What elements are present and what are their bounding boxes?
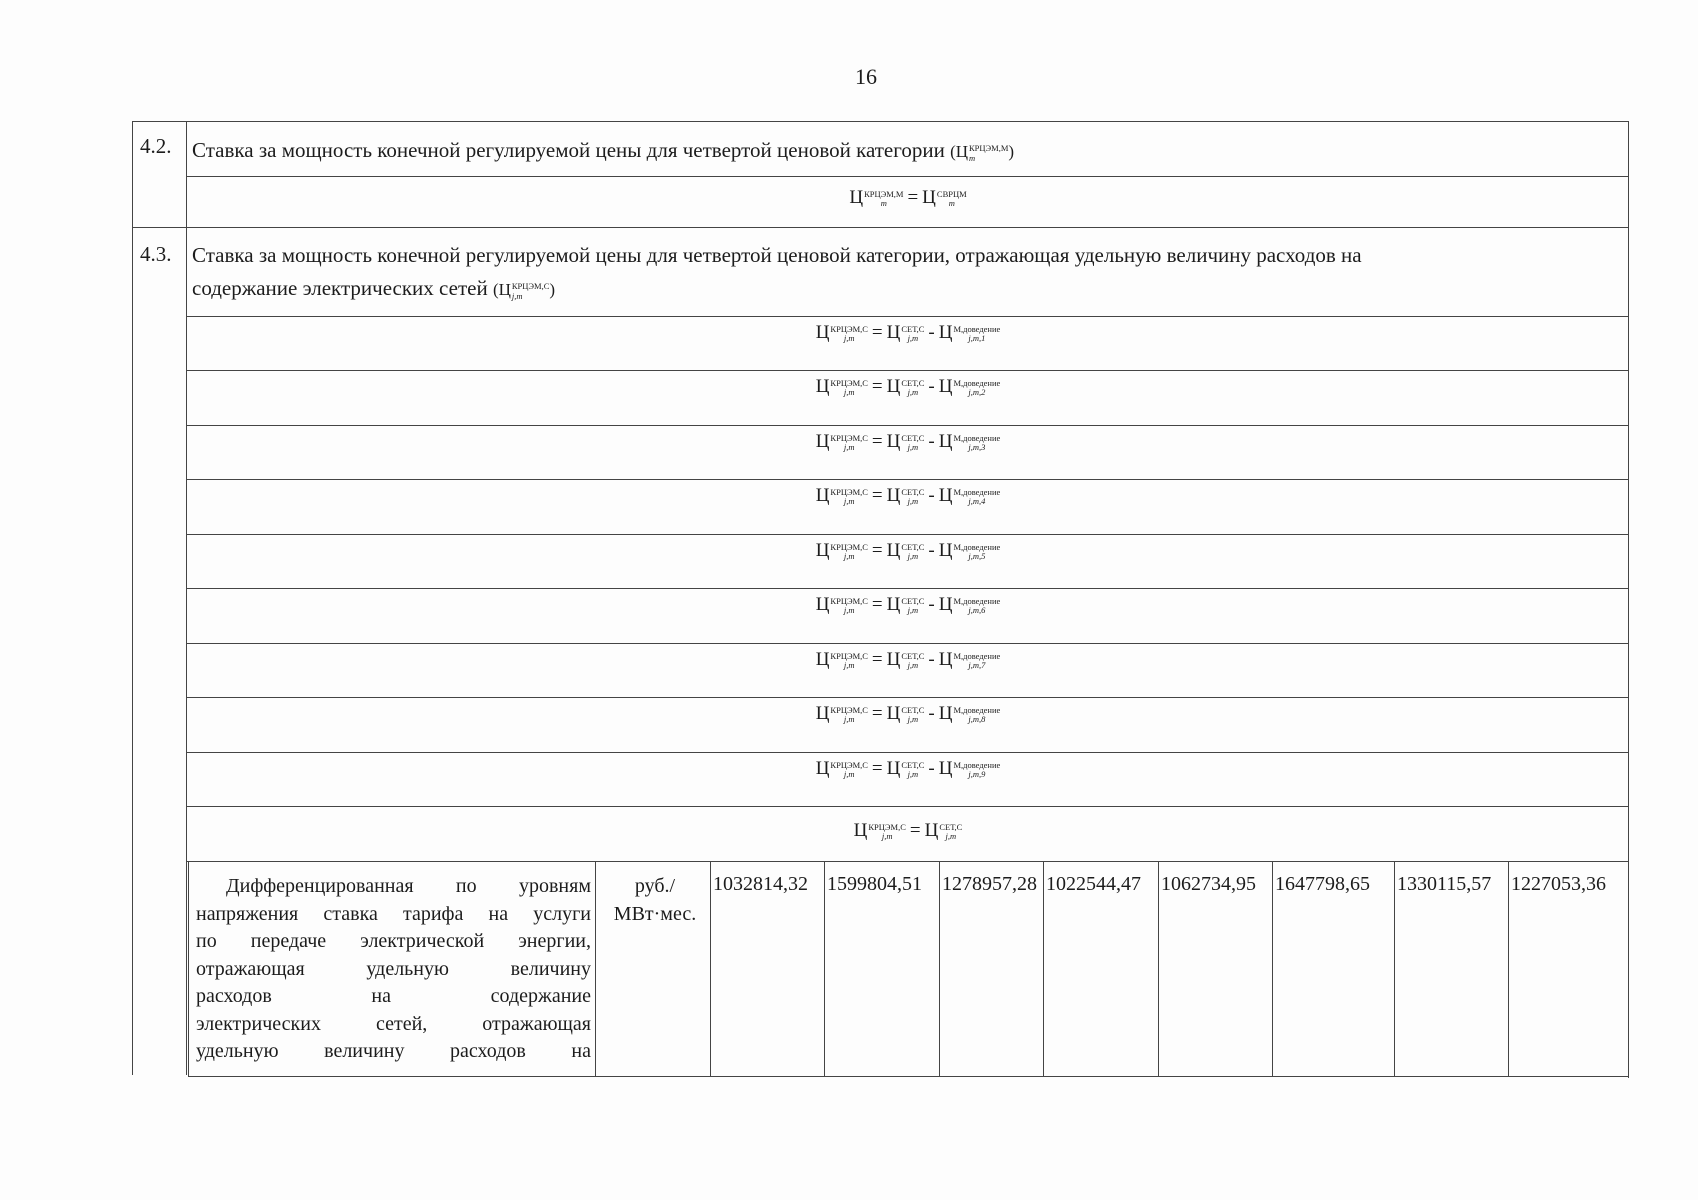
table-right-border — [1628, 121, 1629, 1078]
value-cell: 1032814,32 — [713, 873, 808, 895]
row-divider — [186, 861, 1629, 862]
formula: Ц КРЦЭМ,С j,m = Ц СЕТ,С j,m - Ц М,доведение j,m,2 — [815, 376, 1001, 398]
inline-symbol: (Ц КРЦЭМ,М m ) — [950, 142, 1015, 163]
column-divider — [939, 861, 940, 1076]
tariff-description — [196, 873, 591, 1066]
column-divider — [1272, 861, 1273, 1076]
column-divider — [1508, 861, 1509, 1076]
inline-symbol: (Ц КРЦЭМ,С j,m ) — [492, 280, 556, 301]
column-divider — [595, 861, 596, 1076]
section-title-line: содержание электрических сетей (Ц КРЦЭМ,С j,m ) — [192, 276, 556, 301]
column-divider — [1394, 861, 1395, 1076]
formula: Ц КРЦЭМ,С j,m = Ц СЕТ,С j,m — [853, 820, 963, 842]
row-divider — [186, 534, 1629, 535]
formula: Ц КРЦЭМ,С j,m = Ц СЕТ,С j,m - Ц М,доведение j,m,6 — [815, 594, 1001, 616]
section-title — [192, 239, 1622, 306]
column-divider — [1043, 861, 1044, 1076]
formula: Ц КРЦЭМ,С j,m = Ц СЕТ,С j,m - Ц М,доведение j,m,4 — [815, 485, 1001, 507]
value-cell: 1227053,36 — [1511, 873, 1606, 895]
section-title-line: Ставка за мощность конечной регулируемой цены для четвертой ценовой категории, отражающая удельную величину расходов на — [192, 243, 1362, 267]
section-number: 4.3. — [140, 242, 172, 266]
formula: Ц КРЦЭМ,М m = Ц СВРЦМ m — [849, 187, 967, 209]
row-divider — [186, 697, 1629, 698]
section-title-text: Ставка за мощность конечной регулируемой цены для четвертой ценовой категории — [192, 138, 945, 162]
row-divider — [186, 643, 1629, 644]
section-number: 4.2. — [140, 134, 172, 158]
row-divider — [186, 479, 1629, 480]
column-divider — [1158, 861, 1159, 1076]
formula: Ц КРЦЭМ,С j,m = Ц СЕТ,С j,m - Ц М,доведение j,m,1 — [815, 322, 1001, 344]
row-left-border — [188, 861, 189, 1076]
description-line: электрических сетей, отражающая — [196, 1012, 591, 1035]
row-divider — [186, 370, 1629, 371]
description-line: расходов на содержание — [196, 985, 591, 1007]
row-divider — [186, 176, 1629, 177]
description-line: отражающая удельную величину — [196, 957, 591, 980]
row-divider — [186, 588, 1629, 589]
value-cell: 1599804,51 — [827, 873, 922, 895]
description-line: Дифференцированная по уровням — [226, 875, 591, 897]
value-cell: 1022544,47 — [1046, 873, 1141, 895]
value-cell: 1278957,28 — [942, 873, 1037, 895]
description-line: удельную величину расходов на — [196, 1040, 591, 1062]
row-divider — [186, 425, 1629, 426]
row-divider — [186, 316, 1629, 317]
column-divider — [824, 861, 825, 1076]
column-divider — [710, 861, 711, 1076]
value-cell: 1330115,57 — [1397, 873, 1492, 895]
unit-line: руб./ — [634, 875, 676, 897]
formula: Ц КРЦЭМ,С j,m = Ц СЕТ,С j,m - Ц М,доведение j,m,5 — [815, 540, 1001, 562]
formula: Ц КРЦЭМ,С j,m = Ц СЕТ,С j,m - Ц М,доведение j,m,3 — [815, 431, 1001, 453]
section-divider — [132, 227, 1629, 228]
formula: Ц КРЦЭМ,С j,m = Ц СЕТ,С j,m - Ц М,доведение j,m,9 — [815, 758, 1001, 780]
unit-cell — [600, 873, 710, 928]
description-line: напряжения ставка тарифа на услуги — [196, 902, 591, 925]
row-divider — [186, 752, 1629, 753]
page-number: 16 — [855, 64, 877, 89]
value-cell: 1647798,65 — [1275, 873, 1370, 895]
value-cell: 1062734,95 — [1161, 873, 1256, 895]
table-top-border — [132, 121, 1629, 122]
table-number-column-divider — [186, 121, 187, 1075]
row-divider — [186, 806, 1629, 807]
formula: Ц КРЦЭМ,С j,m = Ц СЕТ,С j,m - Ц М,доведение j,m,8 — [815, 703, 1001, 725]
unit-line: МВт·мес. — [613, 902, 697, 925]
formula: Ц КРЦЭМ,С j,m = Ц СЕТ,С j,m - Ц М,доведение j,m,7 — [815, 649, 1001, 671]
table-bottom-border — [188, 1076, 1629, 1077]
section-title — [192, 134, 1014, 168]
table-left-border — [132, 121, 133, 1075]
description-line: по передаче электрической энергии, — [196, 930, 591, 952]
